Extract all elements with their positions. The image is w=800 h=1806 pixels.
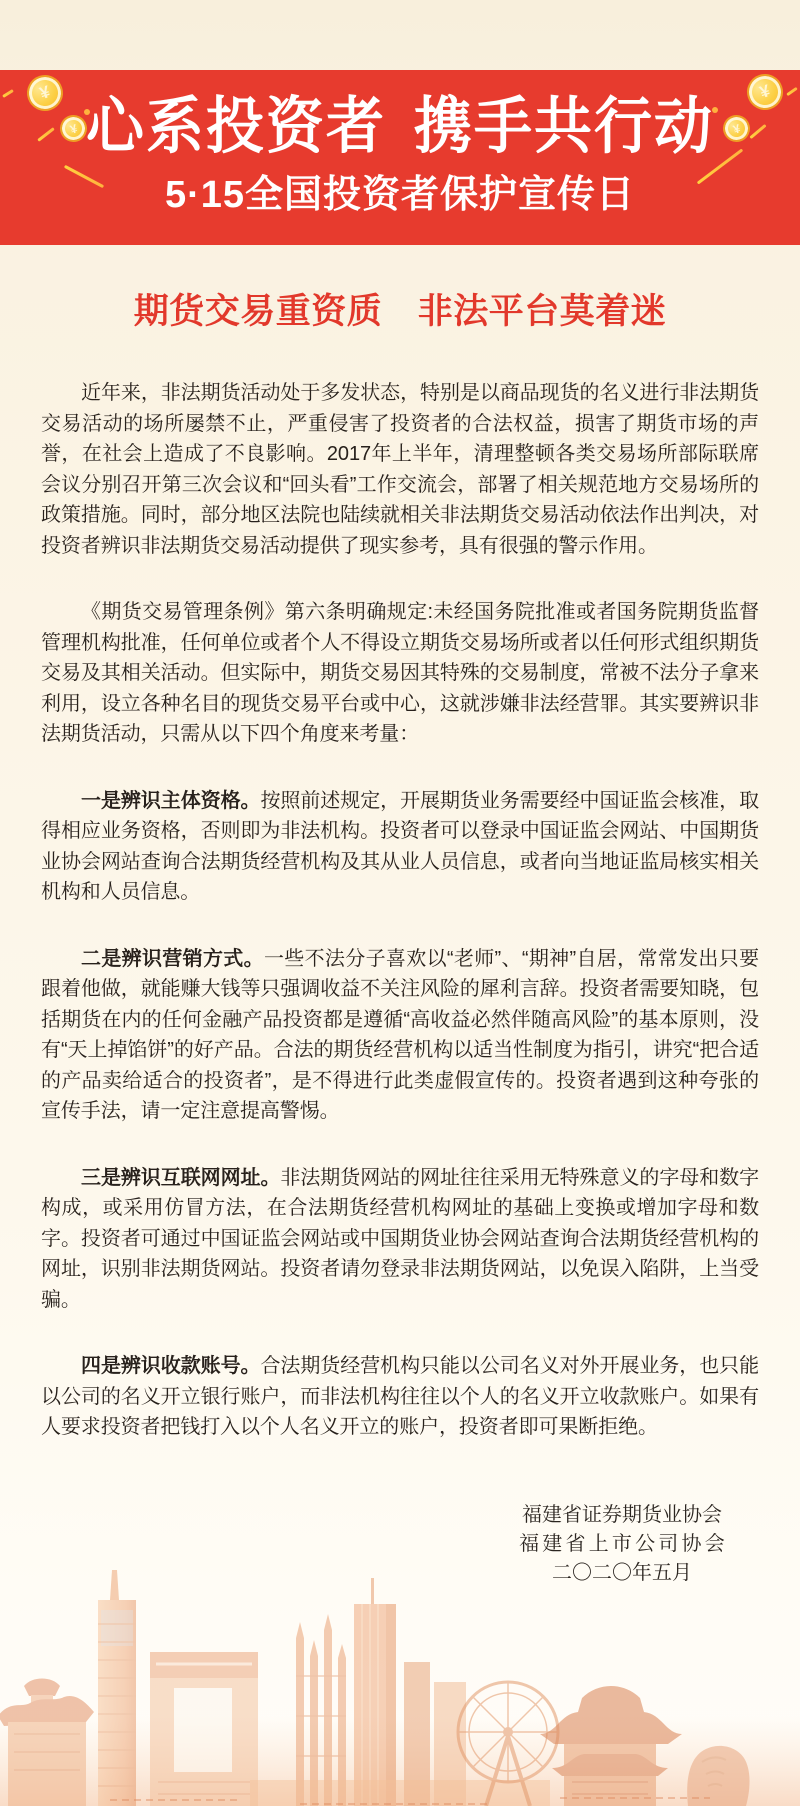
banner-title: 心系投资者 携手共行动: [85, 92, 715, 161]
paragraph-text: 按照前述规定，开展期货业务需要经中国证监会核准，取得相应业务资格，否则即为非法机构。投资者可以登录中国证监会网站、中国期货业协会网站查询合法期货经营机构及其从业人员信息，或者向当地证监局核实相关机构和人员信息。: [41, 789, 759, 903]
paragraph-point-1: [41, 786, 759, 908]
paragraph-text: 一些不法分子喜欢以“老师”、“期神”自居，常常发出只要跟着他做，就能赚大钱等只强调收益不关注风险的犀利言辞。投资者需要知晓，包括期货在内的任何金融产品投资都是遵循“高收益必然伴随高风险”的基本原则，没有“天上掉馅饼”的好产品。合法的期货经营机构以适当性制度为指引，讲究“把合适的产品卖给适合的投资者”，是不得进行此类虚假宣传的。投资者遇到这种夸张的宣传手法，请一定注意提高警惕。: [41, 947, 759, 1122]
paragraph-text: 合法期货经营机构只能以公司名义对外开展业务，也只能以公司的名义开立银行账户，而非法机构往往以个人的名义开立收款账户。如果有人要求投资者把钱打入以个人名义开立的账户，投资者即可果断拒绝。: [41, 1355, 759, 1438]
paragraph-point-2: [41, 944, 759, 1127]
paragraph-point-3: [41, 1163, 759, 1316]
article-heading: 期货交易重资质 非法平台莫着迷: [133, 292, 667, 331]
office-tower-illustration: [354, 1578, 396, 1806]
coin-icon: ¥: [56, 111, 90, 145]
signature-org-2: 福建省上市公司协会: [519, 1532, 728, 1555]
arch-building-illustration: [150, 1652, 258, 1806]
paragraph-point-4: [41, 1351, 759, 1443]
striped-tower-illustration: [98, 1570, 136, 1806]
paragraph-regulation: [41, 597, 759, 750]
paragraph-lead: 一是辨识主体资格。: [81, 789, 261, 812]
paragraph-lead: 四是辨识收款账号。: [81, 1355, 261, 1377]
paragraph-text: 非法期货网站的网址往往采用无特殊意义的字母和数字构成，或采用仿冒方法，在合法期货经营机构网址的基础上变换或增加字母和数字。投资者可通过中国证监会网站或中国期货业协会网站查询合法期货经营机构的网址，识别非法期货网站。投资者请勿登录非法期货网站，以免误入陷阱，上当受骗。: [41, 1166, 759, 1311]
paragraph-intro: [41, 378, 759, 561]
coin-icon: ¥: [719, 111, 753, 145]
paragraph-lead: 二是辨识营销方式。: [81, 947, 264, 970]
signature-date: 二〇二〇年五月: [552, 1561, 692, 1584]
coin-icon: ¥: [742, 69, 787, 114]
low-building-illustration: [250, 1780, 550, 1806]
banner: [0, 70, 800, 245]
paragraph-text: 《期货交易管理条例》第六条明确规定:未经国务院批准或者国务院期货监督管理机构批准，任何单位或者个人不得设立期货交易场所或者以任何形式组织期货交易及其相关活动。但实际中，期货交易因其特殊的交易制度，常被不法分子拿来利用，设立各种名目的现货交易平台或中心，这就涉嫌非法经营罪。其实要辨识非法期货活动，只需从以下四个角度来考量：: [41, 601, 759, 745]
coin-icon: ¥: [22, 70, 67, 115]
paragraph-text: 近年来，非法期货活动处于多发状态，特别是以商品现货的名义进行非法期货交易活动的场所屡禁不止，严重侵害了投资者的合法权益，损害了期货市场的声誉，在社会上造成了不良影响。2017年上半年，清理整顿各类交易场所部际联席会议分别召开第三次会议和“回头看”工作交流会，部署了相关规范地方交易场所的政策措施。同时，部分地区法院也陆续就相关非法期货交易活动依法作出判决，对投资者辨识非法期货交易活动提供了现实参考，具有很强的警示作用。: [41, 382, 759, 557]
gate-illustration: [0, 1679, 94, 1806]
article: [41, 292, 759, 1588]
banner-subtitle: 5·15全国投资者保护宣传日: [164, 174, 636, 216]
signature-org-1: 福建省证券期货业协会: [522, 1503, 722, 1526]
city-skyline-illustration: [0, 1566, 800, 1806]
paragraph-lead: 三是辨识互联网网址。: [81, 1166, 281, 1189]
